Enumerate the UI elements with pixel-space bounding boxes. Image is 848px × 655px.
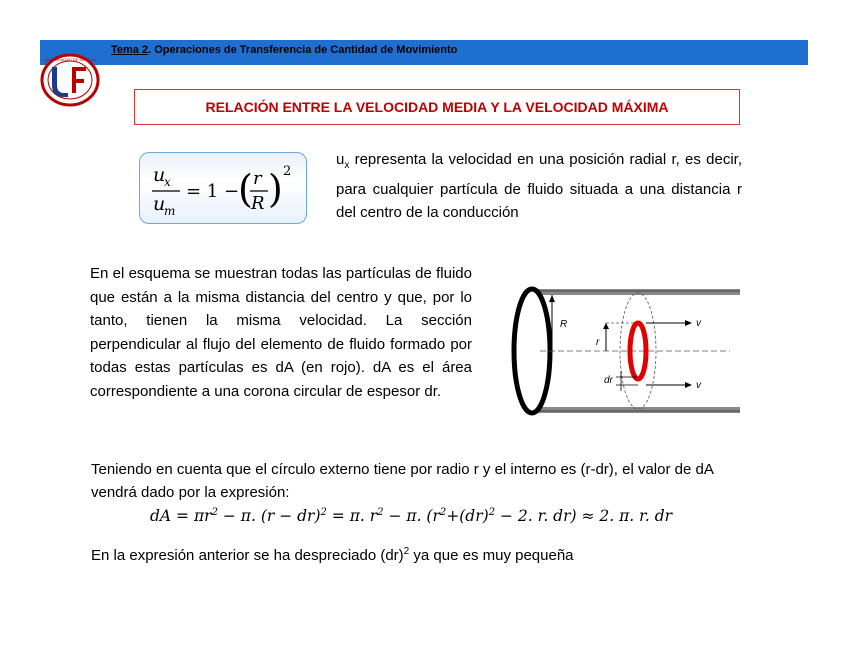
ux-description	[336, 148, 742, 225]
logo-lettering: UNIVERSIDAD DE SEVILLA	[44, 57, 96, 62]
tema-label: Tema 2	[111, 44, 149, 56]
final-note: En la expresión anterior se ha despreciado (dr)$^2$ ya que es muy pequeña	[91, 546, 574, 564]
svg-text:): )	[268, 167, 283, 211]
slide-title-box	[134, 89, 740, 125]
svg-text:(: (	[238, 167, 253, 211]
formula-inner-den: R	[251, 193, 265, 214]
slide-title: RELACIÓN ENTRE LA VELOCIDAD MEDIA Y LA VELOCIDAD MÁXIMA	[205, 99, 669, 115]
header-title-text: . Operaciones de Transferencia de Cantidad de Movimiento	[148, 44, 458, 56]
red-annulus	[630, 323, 646, 379]
label-v-bottom: v	[696, 380, 701, 391]
formula-lhs-num-sub: x	[164, 175, 171, 189]
formula-inner-num: r	[253, 168, 262, 189]
formula-exponent: 2	[283, 164, 292, 179]
label-r: r	[596, 337, 600, 348]
label-R: R	[560, 319, 568, 330]
label-v-top: v	[696, 318, 701, 329]
ux-var: u	[336, 151, 345, 168]
formula-equals-one-minus: = 1 −	[186, 181, 240, 202]
circle-description: Teniendo en cuenta que el círculo externo tiene por radio r y el interno es (r-dr), el valor de dA vendrá dado por la expresión:	[91, 461, 714, 501]
area-equation: dA = $\pi r^2 - \pi$. (r − dr)$^2$ = π. $r^2 - \pi$. ($r^2+(dr)^2 - 2$. r. dr) ≈ 2. π. r. dr	[150, 507, 673, 526]
ux-text: representa la velocidad en una posición radial r, es decir, para cualquier partícula de fluido situada a una distancia r del centro de la conducción	[336, 151, 742, 221]
scheme-description: En el esquema se muestran todas las partículas de fluido que están a la misma distancia del centro y que, por lo tanto, tienen la misma velocidad. La sección perpendicular al flujo del elemento de fluido formado por todas estas partículas es dA (en rojo). dA es el área correspondiente a una corona circular de espesor dr.	[90, 265, 472, 400]
velocity-ratio-formula	[139, 152, 307, 224]
header-title	[111, 44, 457, 56]
formula-lhs-num: u	[153, 164, 166, 186]
university-logo	[38, 53, 102, 107]
formula-lhs-den-sub: m	[164, 204, 176, 218]
label-dr: dr	[604, 375, 613, 386]
pipe-diagram	[510, 283, 740, 423]
ux-var-sub: x	[344, 160, 350, 171]
formula-lhs-den: u	[153, 193, 166, 215]
